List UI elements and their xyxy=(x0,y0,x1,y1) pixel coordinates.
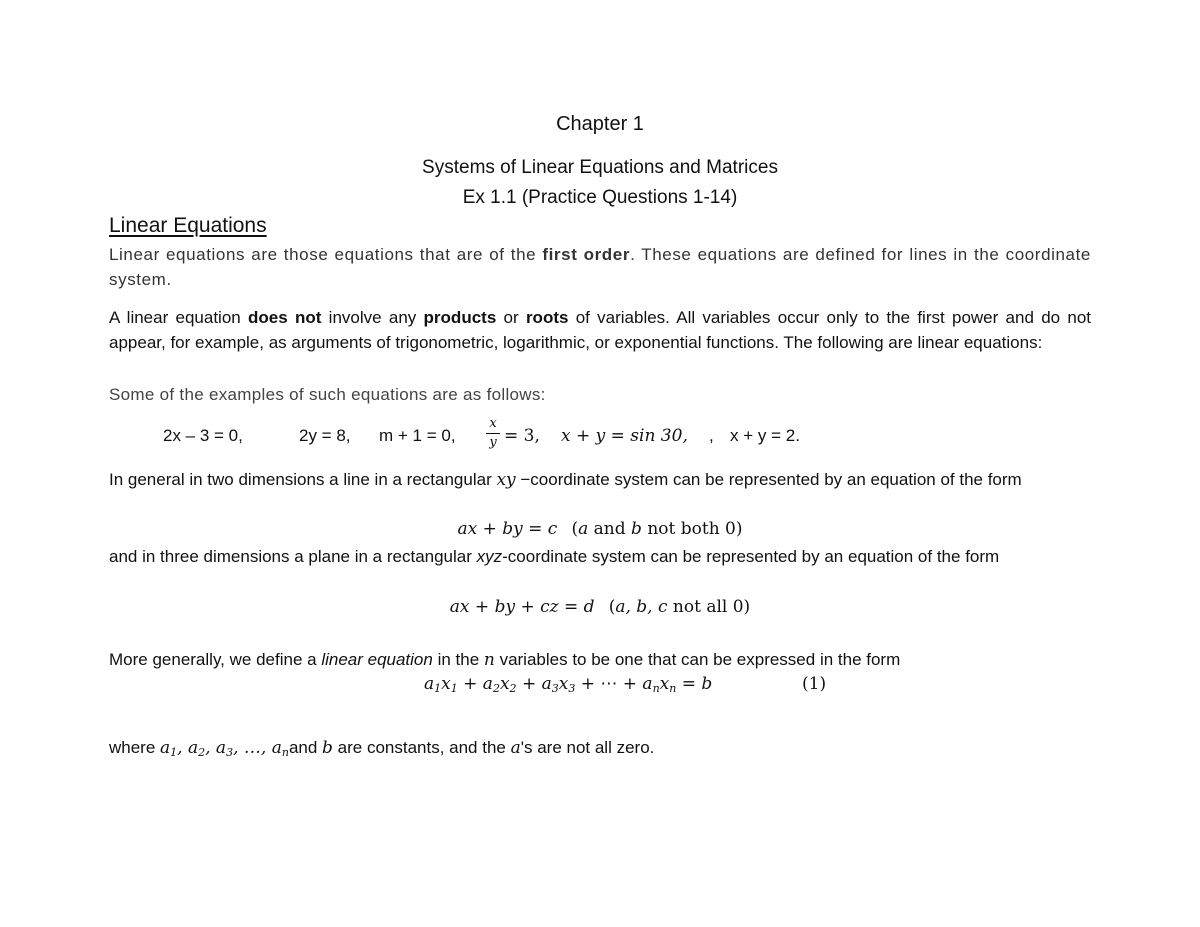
example-equation: 2x – 3 = 0, xyxy=(163,426,243,445)
paragraph-three-dimensions: and in three dimensions a plane in a rectangular xyz-coordinate system can be represented by an equation of the form xyxy=(109,547,1000,566)
example-fraction: x y xyxy=(486,416,500,451)
paragraph-constants: where $a_1$, $a_2$, $a_3$, …, $a_nand$ b are constants, and the a's are not all zero. xyxy=(109,738,655,759)
example-separator: , xyxy=(709,426,714,445)
general-linear-equation: $a_1x_1 + a_2x_2 + a_3x_3$ + ⋯ + $a_nx_n = b$ xyxy=(424,674,713,695)
examples-row xyxy=(0,416,1200,460)
example-equation: x + y = 2. xyxy=(730,426,800,445)
exercise-title: Ex 1.1 (Practice Questions 1-14) xyxy=(462,187,738,208)
paragraph-two-dimensions: In general in two dimensions a line in a rectangular xy −coordinate system can be represented by an equation of the form xyxy=(109,470,1022,490)
paragraph-definition: Linear equations are those equations that are of the first order. These equations are defined for lines in the coordinate system. xyxy=(109,245,1091,289)
paragraph-general-definition: More generally, we define a linear equation in the n variables to be one that can be expressed in the form xyxy=(109,650,901,670)
display-equation-plane: ax + by + cz = d (a, b, c not all 0) xyxy=(449,597,751,617)
display-equation-line: ax + by = c (a and b not both 0) xyxy=(457,519,743,539)
paragraph-properties: A linear equation does not involve any products or roots of variables. All variables occur only to the first power and do not appear, for example, as arguments of trigonometric, logarithmic, or exponential functions. The following are linear equations: xyxy=(109,308,1091,352)
chapter-title: Chapter 1 xyxy=(556,113,644,135)
section-heading: Linear Equations xyxy=(109,214,267,237)
chapter-subtitle: Systems of Linear Equations and Matrices xyxy=(422,157,778,178)
display-equation-general xyxy=(0,674,1200,700)
example-equation: 2y = 8, xyxy=(299,426,351,445)
equation-number: (1) xyxy=(802,674,827,694)
paragraph-examples-intro: Some of the examples of such equations are as follows: xyxy=(109,385,546,404)
example-equation: x + y = sin 30, xyxy=(561,426,688,446)
example-equation: = 3, xyxy=(504,426,540,446)
example-equation: m + 1 = 0, xyxy=(379,426,456,445)
